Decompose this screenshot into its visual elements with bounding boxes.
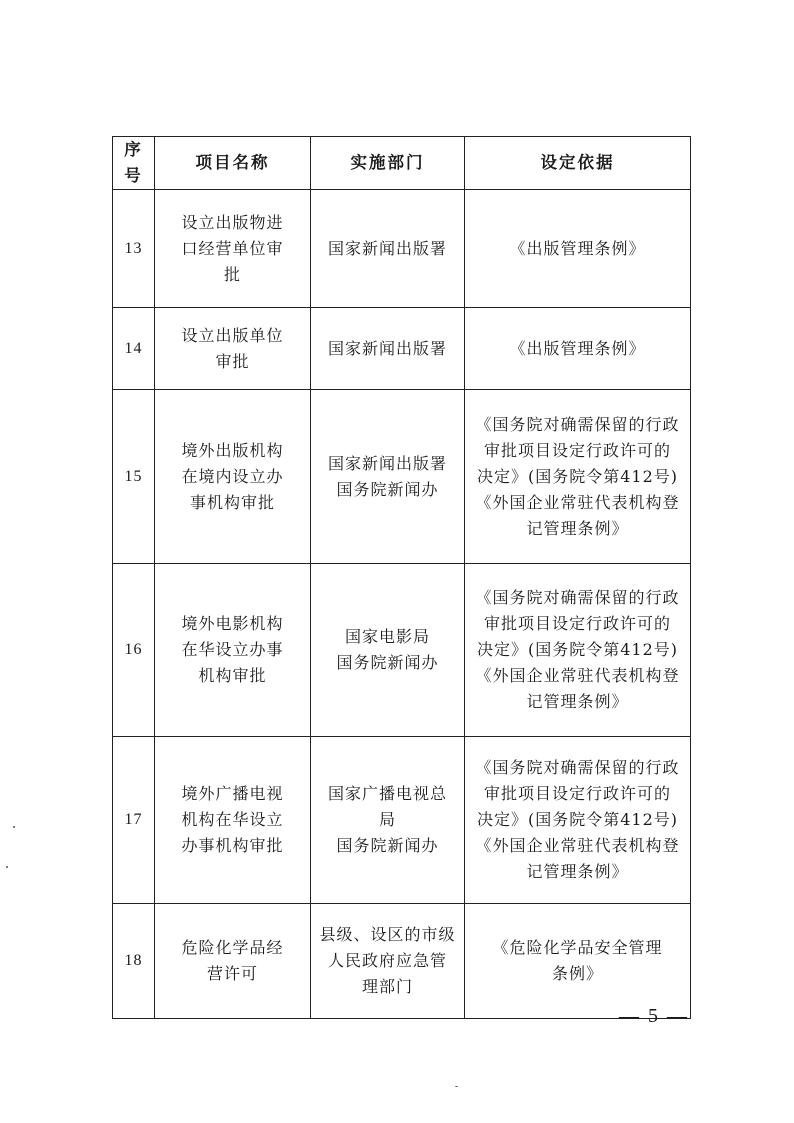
row-department: 国家新闻出版署 bbox=[311, 308, 465, 390]
row-no: 15 bbox=[113, 390, 155, 564]
row-item-name: 设立出版物进 口经营单位审 批 bbox=[155, 190, 311, 308]
row-item-name: 境外广播电视 机构在华设立 办事机构审批 bbox=[155, 737, 311, 904]
row-item-name: 危险化学品经 营许可 bbox=[155, 904, 311, 1019]
table-row bbox=[113, 904, 691, 1019]
row-department: 国家广播电视总 局 国务院新闻办 bbox=[311, 737, 465, 904]
row-no: 13 bbox=[113, 190, 155, 308]
row-legal-basis: 《国务院对确需保留的行政 审批项目设定行政许可的 决定》(国务院令第412号) 《外国企业常驻代表机构登 记管理条例》 bbox=[465, 390, 691, 564]
header-no: 序号 bbox=[113, 137, 155, 190]
approval-items-table bbox=[112, 136, 691, 1019]
scan-speck bbox=[455, 1086, 458, 1087]
row-department: 国家新闻出版署 bbox=[311, 190, 465, 308]
row-legal-basis: 《国务院对确需保留的行政 审批项目设定行政许可的 决定》(国务院令第412号) 《外国企业常驻代表机构登 记管理条例》 bbox=[465, 737, 691, 904]
table-header-row bbox=[113, 137, 691, 190]
scan-speck bbox=[13, 826, 15, 828]
row-legal-basis: 《出版管理条例》 bbox=[465, 308, 691, 390]
row-department: 县级、设区的市级 人民政府应急管 理部门 bbox=[311, 904, 465, 1019]
table-row bbox=[113, 564, 691, 737]
row-department: 国家新闻出版署 国务院新闻办 bbox=[311, 390, 465, 564]
table-row bbox=[113, 308, 691, 390]
table-row bbox=[113, 190, 691, 308]
row-legal-basis: 《国务院对确需保留的行政 审批项目设定行政许可的 决定》(国务院令第412号) 《外国企业常驻代表机构登 记管理条例》 bbox=[465, 564, 691, 737]
table-row bbox=[113, 737, 691, 904]
header-department: 实施部门 bbox=[311, 137, 465, 190]
row-item-name: 境外出版机构 在境内设立办 事机构审批 bbox=[155, 390, 311, 564]
table-row bbox=[113, 390, 691, 564]
scan-speck bbox=[6, 866, 8, 868]
row-no: 16 bbox=[113, 564, 155, 737]
page-number: — 5 — bbox=[619, 1005, 689, 1027]
row-no: 17 bbox=[113, 737, 155, 904]
row-item-name: 设立出版单位 审批 bbox=[155, 308, 311, 390]
row-no: 14 bbox=[113, 308, 155, 390]
row-legal-basis: 《危险化学品安全管理 条例》 bbox=[465, 904, 691, 1019]
row-legal-basis: 《出版管理条例》 bbox=[465, 190, 691, 308]
header-legal-basis: 设定依据 bbox=[465, 137, 691, 190]
row-department: 国家电影局 国务院新闻办 bbox=[311, 564, 465, 737]
row-no: 18 bbox=[113, 904, 155, 1019]
header-item-name: 项目名称 bbox=[155, 137, 311, 190]
row-item-name: 境外电影机构 在华设立办事 机构审批 bbox=[155, 564, 311, 737]
